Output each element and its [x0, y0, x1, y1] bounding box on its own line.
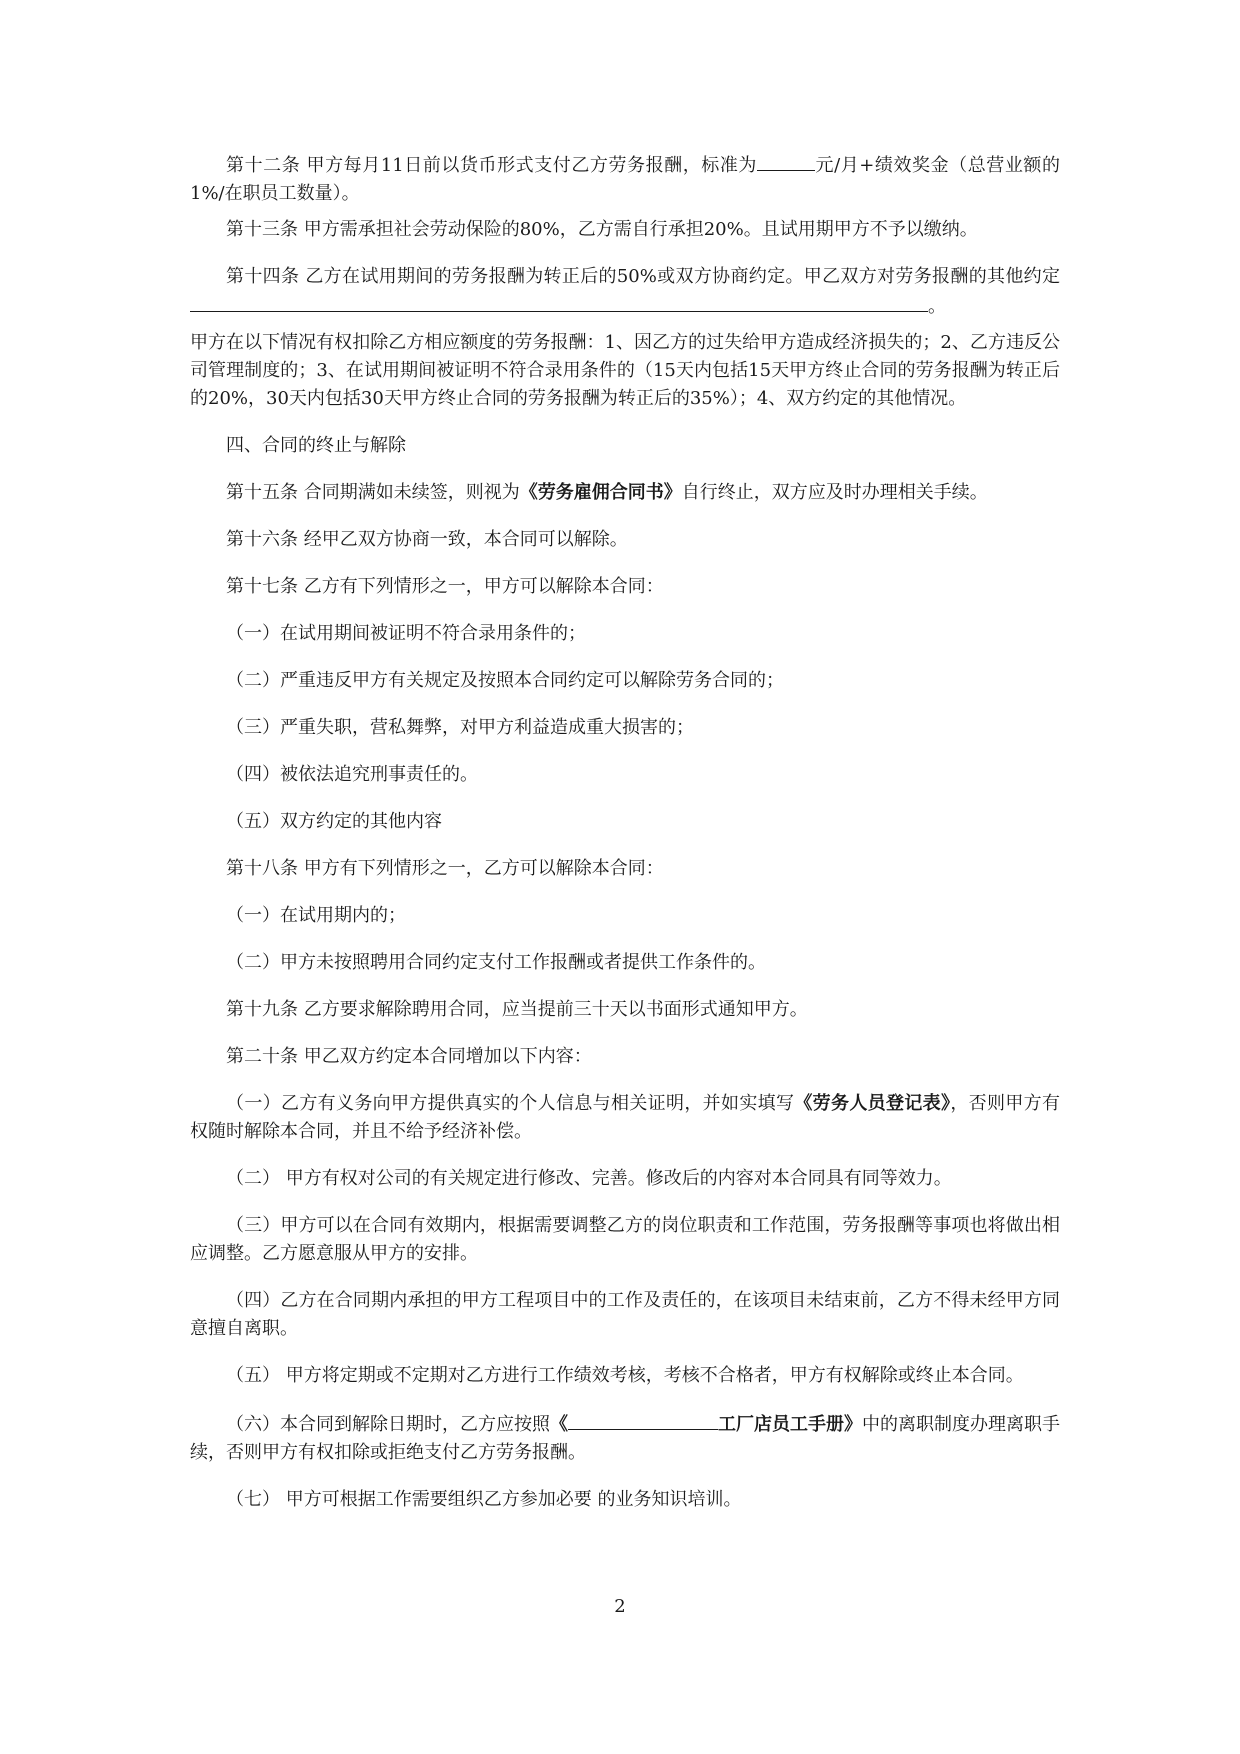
section-4-heading: 四、合同的终止与解除	[226, 435, 406, 456]
article-14-text-2: 。	[928, 296, 946, 317]
article-17-title: 第十七条 乙方有下列情形之一，甲方可以解除本合同：	[226, 576, 664, 597]
article-20-item-4: （四）乙方在合同期内承担的甲方工程项目中的工作及责任的，在该项目未结束前，乙方不得未经甲方同意擅自离职。	[190, 1290, 1060, 1339]
article-17-item-5: （五）双方约定的其他内容	[226, 811, 442, 832]
article-16: 第十六条 经甲乙双方协商一致，本合同可以解除。	[226, 529, 628, 550]
article-14-deductions: 甲方在以下情况有权扣除乙方相应额度的劳务报酬：1、因乙方的过失给甲方造成经济损失的；2、乙方违反公司管理制度的；3、在试用期间被证明不符合录用条件的（15天内包括15天甲方终止合同的劳务报酬为转正后的20%，30天内包括30天甲方终止合同的劳务报酬为转正后的35%）；4、双方约定的其他情况。	[190, 332, 1060, 409]
article-19: 第十九条 乙方要求解除聘用合同，应当提前三十天以书面形式通知甲方。	[226, 999, 808, 1020]
article-12-text-2: 元/月+绩效奖金（总营业额的1%/在职员工数量）。	[190, 155, 1060, 204]
article-20-title: 第二十条 甲乙双方约定本合同增加以下内容：	[226, 1046, 592, 1067]
salary-blank	[757, 150, 815, 171]
article-20-item-6-text-2: 中的离职制度办理离职手续，否则甲方有权扣除或拒绝支付乙方劳务报酬。	[190, 1414, 1060, 1463]
article-20-item-3: （三）甲方可以在合同有效期内，根据需要调整乙方的岗位职责和工作范围，劳务报酬等事项也将做出相应调整。乙方愿意服从甲方的安排。	[190, 1215, 1060, 1264]
article-17-item-2: （二）严重违反甲方有关规定及按照本合同约定可以解除劳务合同的；	[226, 670, 784, 691]
article-12-text-1: 第十二条 甲方每月11日前以货币形式支付乙方劳务报酬，标准为	[226, 155, 757, 176]
factory-name-blank	[568, 1409, 718, 1430]
article-18-title: 第十八条 甲方有下列情形之一，乙方可以解除本合同：	[226, 858, 664, 879]
article-15-text-1: 第十五条 合同期满如未续签，则视为	[226, 482, 520, 503]
article-14	[190, 263, 1060, 321]
article-20-item-1-text-1: （一）乙方有义务向甲方提供真实的个人信息与相关证明，并如实填写	[226, 1093, 795, 1114]
article-14-text-1: 第十四条 乙方在试用期间的劳务报酬为转正后的50%或双方协商约定。甲乙双方对劳务报酬的其他约定	[226, 266, 1060, 287]
article-18-item-2: （二）甲方未按照聘用合同约定支付工作报酬或者提供工作条件的。	[226, 952, 766, 973]
contract-name-bold: 《劳务雇佣合同书》	[519, 482, 682, 503]
article-20-item-2: （二） 甲方有权对公司的有关规定进行修改、完善。修改后的内容对本合同具有同等效力。	[226, 1168, 952, 1189]
article-20-item-1	[190, 1090, 1060, 1146]
article-13: 第十三条 甲方需承担社会劳动保险的80%，乙方需自行承担20%。且试用期甲方不予以缴纳。	[226, 219, 978, 240]
page-number: 2	[614, 1596, 626, 1617]
article-20-item-6	[190, 1409, 1060, 1467]
article-12	[190, 150, 1060, 208]
handbook-name-bold: 工厂店员工手册》	[718, 1414, 862, 1435]
article-18-item-1: （一）在试用期内的；	[226, 905, 406, 926]
article-15-text-2: 自行终止，双方应及时办理相关手续。	[681, 482, 988, 503]
article-17-item-4: （四）被依法追究刑事责任的。	[226, 764, 478, 785]
article-20-item-6-text-1: （六）本合同到解除日期时，乙方应按照	[226, 1414, 550, 1435]
article-20-item-7: （七） 甲方可根据工作需要组织乙方参加必要 的业务知识培训。	[226, 1489, 742, 1510]
article-20-item-1-text-2: ，否则甲方有权随时解除本合同，并且不给予经济补偿。	[190, 1093, 1061, 1142]
article-17-item-3: （三）严重失职，营私舞弊，对甲方利益造成重大损害的；	[226, 717, 694, 738]
article-15	[190, 479, 1060, 507]
handbook-open-bracket: 《	[550, 1414, 568, 1435]
contract-page	[190, 150, 1060, 1533]
article-17-item-1: （一）在试用期间被证明不符合录用条件的；	[226, 623, 586, 644]
article-20-item-5: （五） 甲方将定期或不定期对乙方进行工作绩效考核，考核不合格者，甲方有权解除或终止本合同。	[226, 1365, 1024, 1386]
other-agreement-blank	[190, 291, 928, 312]
registration-form-bold: 《劳务人员登记表》	[794, 1093, 951, 1114]
